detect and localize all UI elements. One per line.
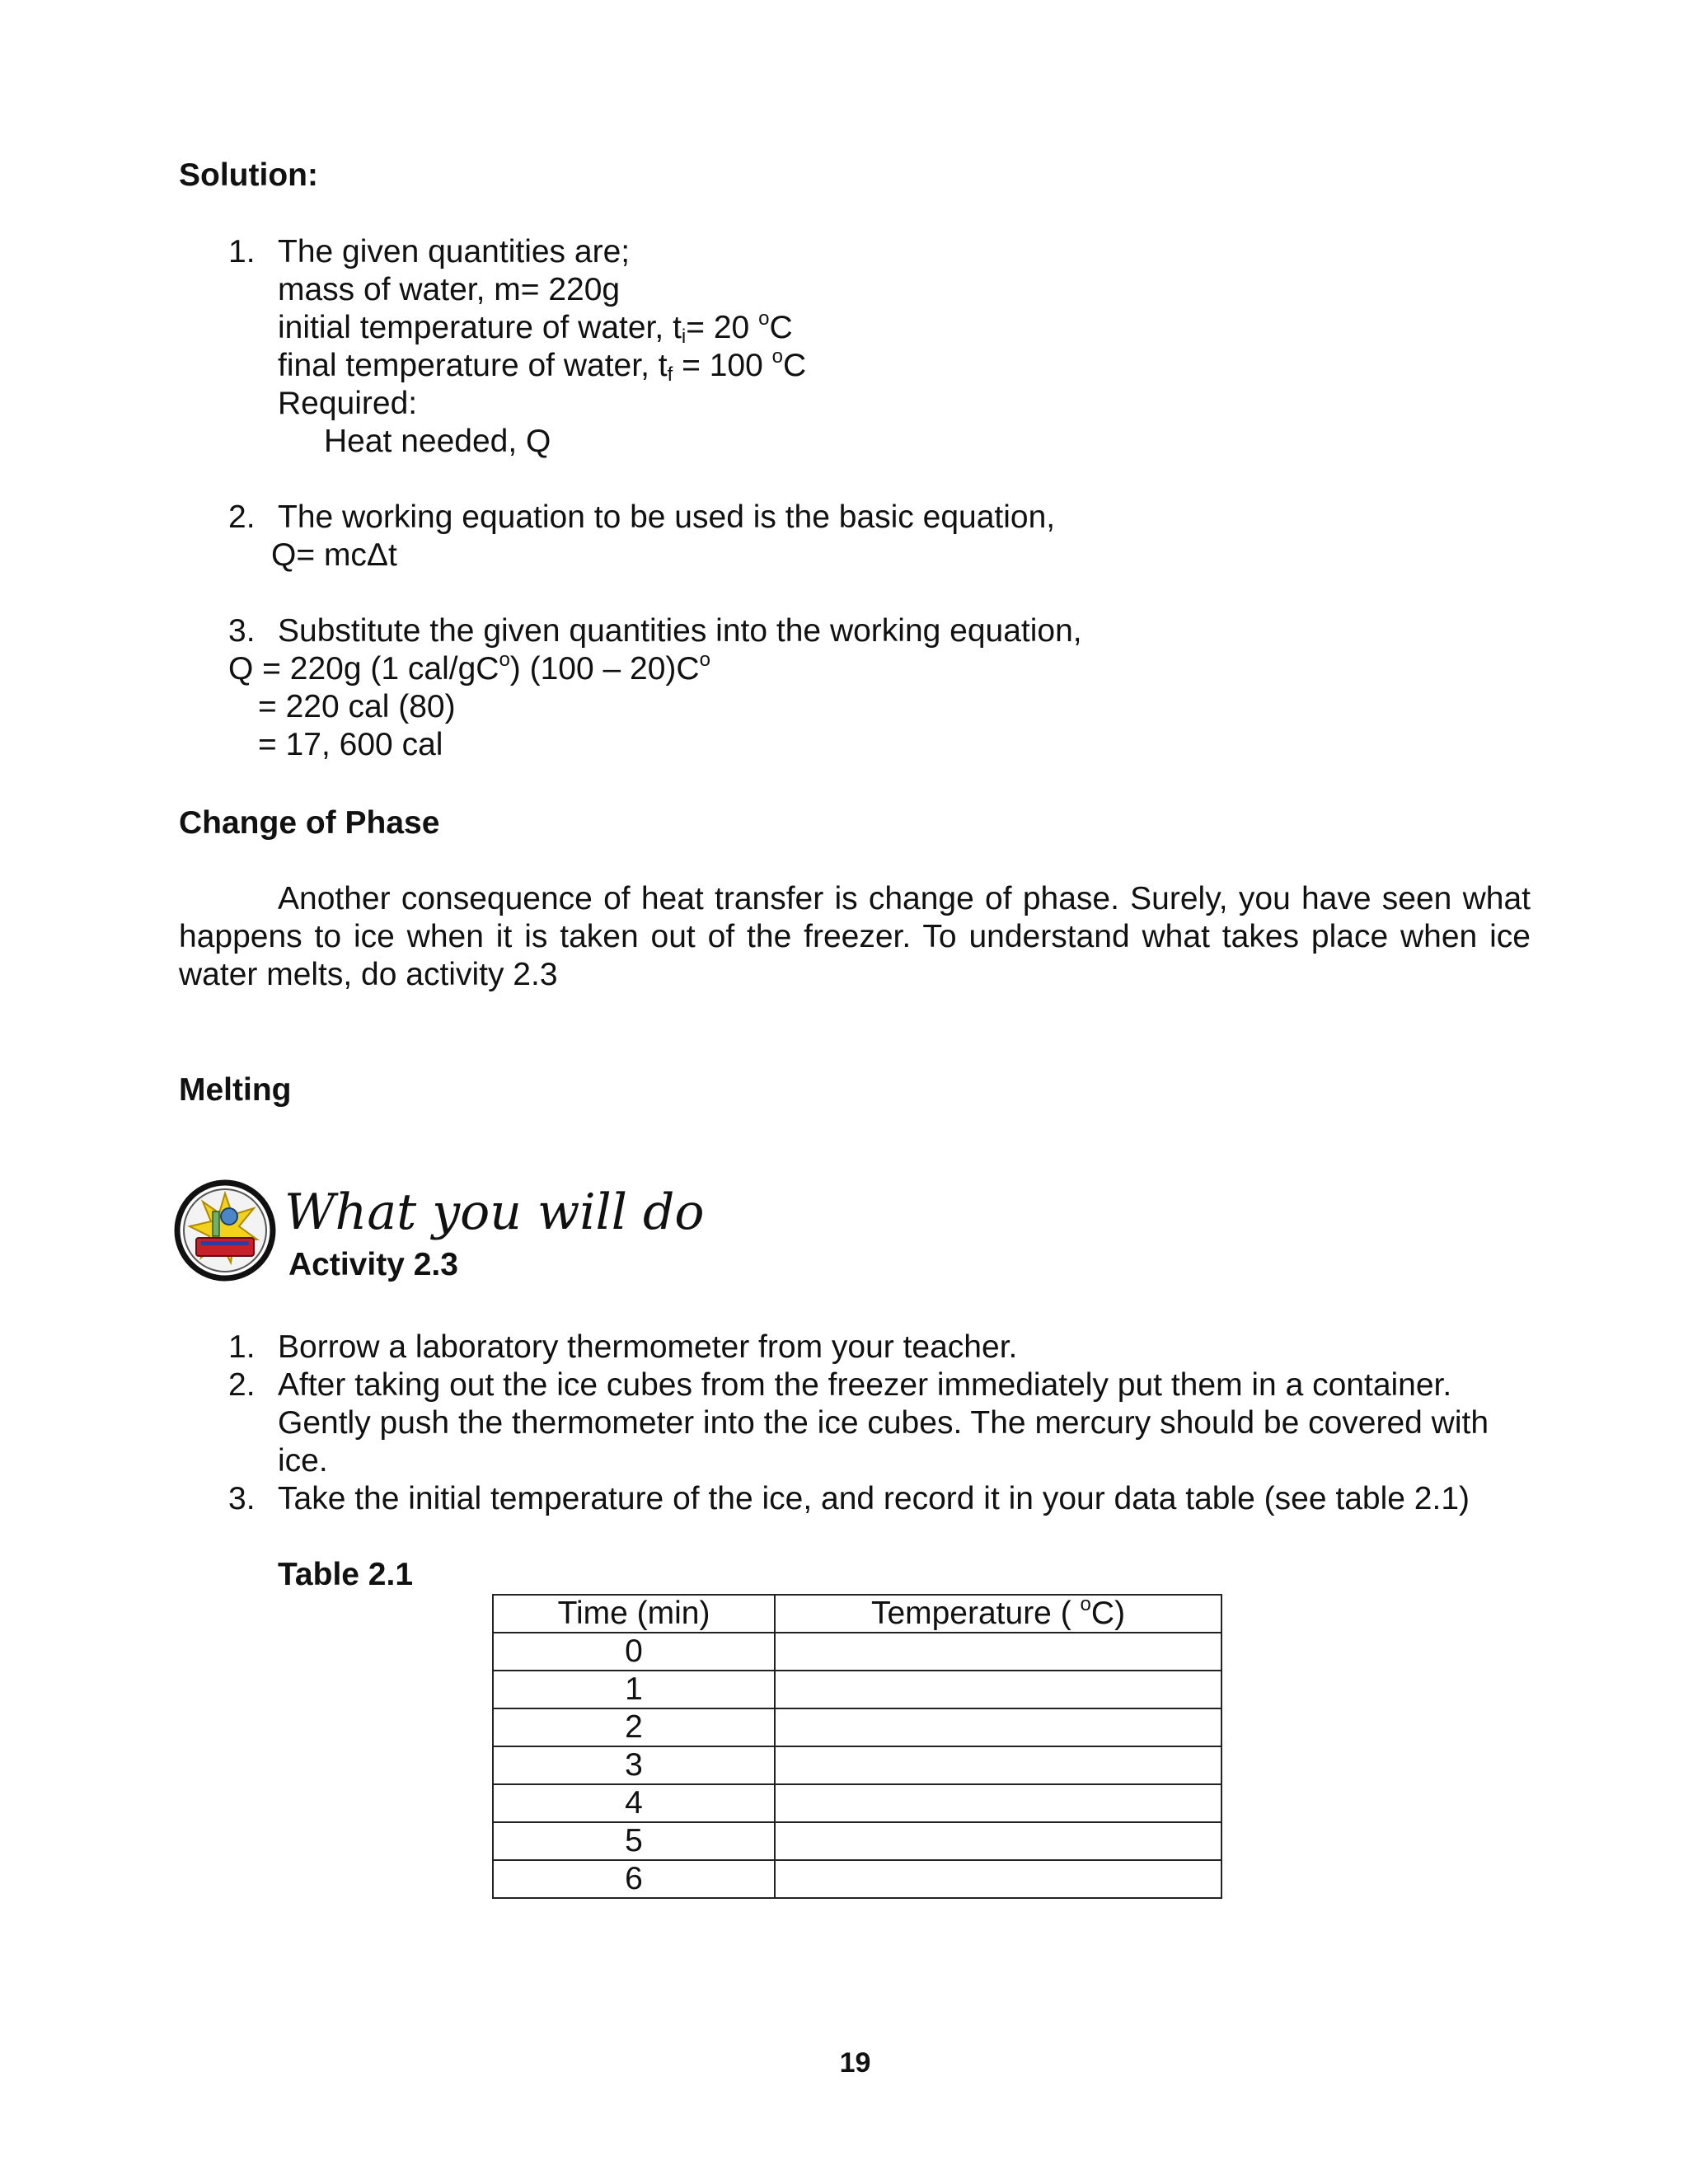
step-3-number: 3. (228, 613, 256, 649)
table-caption: Table 2.1 (278, 1557, 414, 1592)
step-1-required-item: Heat needed, Q (324, 424, 551, 459)
step-1-intro: The given quantities are; (278, 234, 631, 269)
step-1-initial-temp: initial temperature of water, $t_i= 20$ $^o$C (278, 307, 793, 348)
time-cell: 0 (493, 1633, 775, 1671)
step-2-equation: Q= mcΔt (271, 537, 397, 573)
page-number: 19 (839, 2047, 871, 2079)
table-row (493, 1822, 1221, 1860)
instruction-1-number: 1. (228, 1329, 256, 1365)
change-of-phase-heading: Change of Phase (179, 805, 440, 841)
time-cell: 1 (493, 1671, 775, 1708)
table-row (493, 1746, 1221, 1784)
instruction-2-line-2: Gently push the thermometer into the ice cubes. The mercury should be covered with (278, 1405, 1489, 1441)
table-row (493, 1784, 1221, 1822)
table-row (493, 1671, 1221, 1708)
instruction-2-line-1: After taking out the ice cubes from the freezer immediately put them in a container. (278, 1367, 1452, 1403)
table-row (493, 1708, 1221, 1746)
table-row (493, 1633, 1221, 1671)
instruction-2-line-3: ice. (278, 1443, 328, 1479)
step-2-text: The working equation to be used is the basic equation, (278, 499, 1056, 535)
temperature-cell[interactable] (775, 1784, 1221, 1822)
activity-banner-subtitle: Activity 2.3 (288, 1247, 458, 1282)
step-1-mass: mass of water, m= 220g (278, 272, 621, 307)
step-3-text: Substitute the given quantities into the working equation, (278, 613, 1082, 649)
step-1-number: 1. (228, 234, 256, 269)
time-cell: 4 (493, 1784, 775, 1822)
temperature-cell[interactable] (775, 1860, 1221, 1898)
temperature-cell[interactable] (775, 1633, 1221, 1671)
time-cell: 3 (493, 1746, 775, 1784)
time-cell: 2 (493, 1708, 775, 1746)
step-1-required-label: Required: (278, 386, 418, 421)
step-2-number: 2. (228, 499, 256, 535)
step-3-result: = 17, 600 cal (258, 727, 443, 762)
data-table (492, 1594, 1222, 1899)
time-cell: 5 (493, 1822, 775, 1860)
solution-heading: Solution: (179, 157, 318, 193)
temperature-cell[interactable] (775, 1671, 1221, 1708)
activity-icon (173, 1179, 277, 1282)
time-cell: 6 (493, 1860, 775, 1898)
table-row (493, 1860, 1221, 1898)
instruction-1-text: Borrow a laboratory thermometer from your teacher. (278, 1329, 1018, 1365)
temperature-cell[interactable] (775, 1746, 1221, 1784)
activity-banner-title: What you will do (284, 1183, 705, 1241)
step-3-substitution: Q = 220g (1 cal/$gC^o$) $(100 - 20)C^o$ (228, 649, 710, 687)
temperature-cell[interactable] (775, 1708, 1221, 1746)
instruction-3-number: 3. (228, 1481, 256, 1516)
table-header-temperature: Temperature ( $^o$C) (775, 1595, 1221, 1633)
step-3-line-2: = 220 cal (80) (258, 689, 456, 724)
step-1-final-temp: final temperature of water, $t_f = 100$ $^o$C (278, 345, 807, 386)
melting-heading: Melting (179, 1072, 292, 1108)
instruction-2-number: 2. (228, 1367, 256, 1403)
table-header-row (493, 1595, 1221, 1633)
table-header-time: Time (min) (493, 1595, 775, 1633)
instruction-3-text: Take the initial temperature of the ice, and record it in your data table (see table 2.1) (278, 1481, 1470, 1516)
temperature-cell[interactable] (775, 1822, 1221, 1860)
change-of-phase-paragraph: Another consequence of heat transfer is change of phase. Surely, you have seen what happens to ice when it is taken out of the freezer. To understand what takes place when ice water melts, do activity 2.3 (179, 881, 1531, 992)
